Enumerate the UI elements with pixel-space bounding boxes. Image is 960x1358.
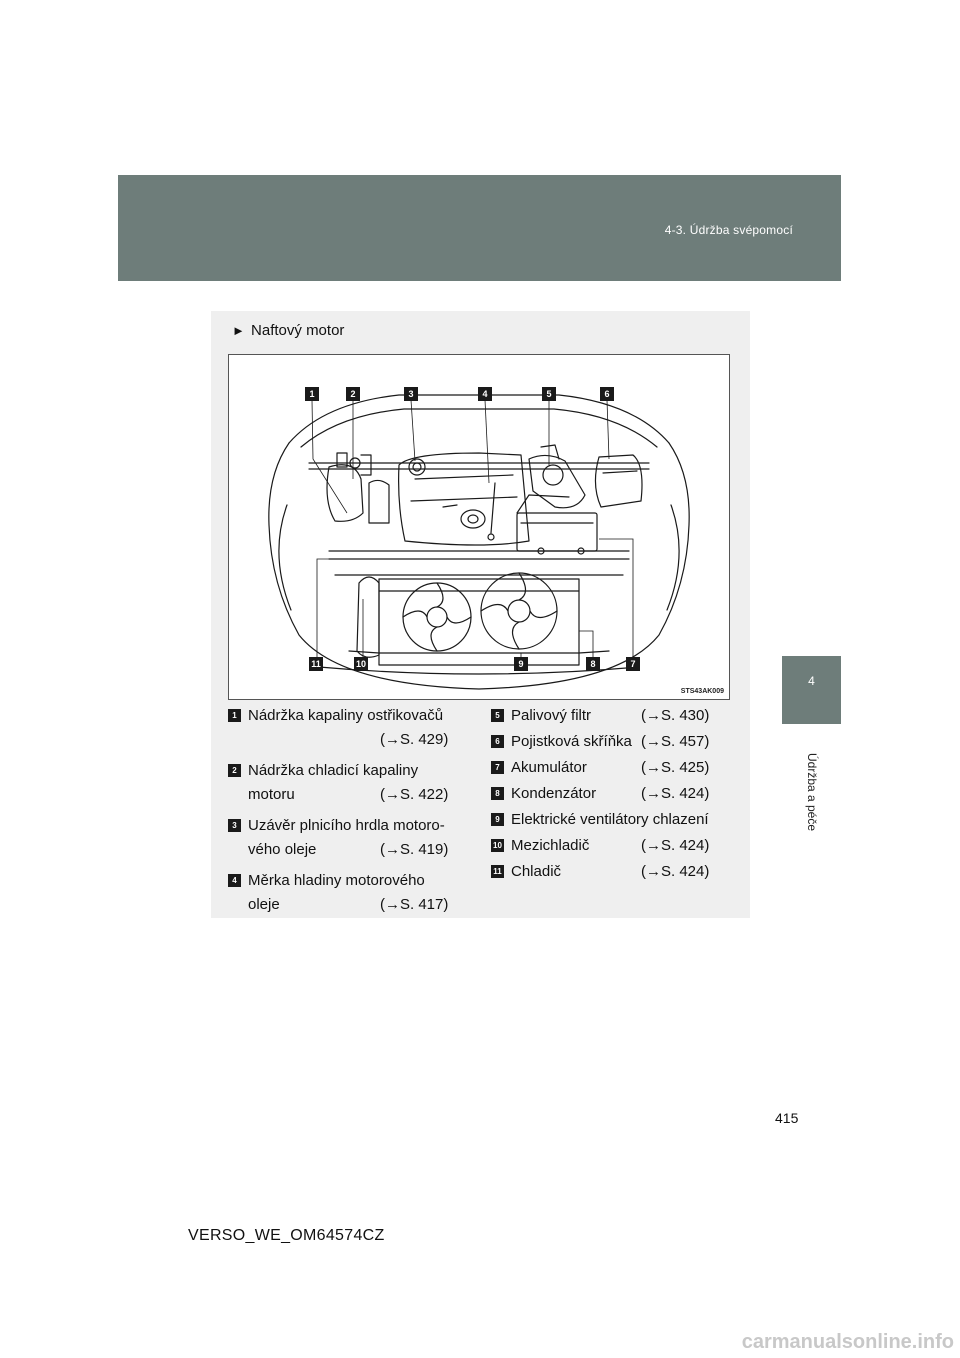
legend-item-10	[491, 834, 741, 858]
section-heading-text: Naftový motor	[251, 322, 345, 339]
legend-number: 5	[491, 709, 504, 722]
legend-label: Mezichladič	[511, 837, 590, 854]
legend-item-3	[228, 814, 478, 862]
legend-label: Měrka hladiny motorového	[248, 872, 425, 889]
legend-right	[491, 704, 741, 886]
legend-item-4	[228, 869, 478, 917]
legend-label: Elektrické ventilátory chlazení	[511, 811, 709, 828]
figure-callout-5: 5	[542, 387, 556, 401]
figure-callout-9: 9	[514, 657, 528, 671]
legend-ref: (→S. 419)	[380, 841, 449, 858]
legend-number: 2	[228, 764, 241, 777]
document-code: VERSO_WE_OM64574CZ	[188, 1227, 385, 1244]
legend-item-5	[491, 704, 741, 728]
legend-item-6	[491, 730, 741, 754]
engine-bay-figure	[228, 354, 730, 700]
legend-number: 1	[228, 709, 241, 722]
legend-ref: (→S. 430)	[641, 707, 710, 724]
legend-number: 10	[491, 839, 504, 852]
figure-callout-11: 11	[309, 657, 323, 671]
chapter-tab	[782, 656, 841, 724]
legend-label: Akumulátor	[511, 759, 587, 776]
legend-label-cont: vého oleje	[248, 841, 317, 858]
legend-number: 4	[228, 874, 241, 887]
legend-number: 8	[491, 787, 504, 800]
chapter-label: Údržba a péče	[805, 752, 819, 832]
legend-ref: (→S. 425)	[641, 759, 710, 776]
legend-number: 11	[491, 865, 504, 878]
legend-number: 3	[228, 819, 241, 832]
legend-number: 7	[491, 761, 504, 774]
section-title: 4-3. Údržba svépomocí	[664, 223, 793, 237]
legend-ref: (→S. 422)	[380, 786, 449, 803]
legend-ref: (→S. 424)	[641, 837, 710, 854]
legend-label-cont: motoru	[248, 786, 295, 803]
figure-code: STS43AK009	[680, 688, 724, 695]
legend-item-8	[491, 782, 741, 806]
watermark-link[interactable]: carmanualsonline.info	[741, 1331, 954, 1353]
legend-label: Nádržka chladicí kapaliny	[248, 762, 419, 779]
legend-item-9	[491, 808, 741, 832]
legend-label: Pojistková skříňka	[511, 733, 632, 750]
legend-item-1	[228, 704, 478, 752]
page-number: 415	[775, 1110, 799, 1126]
header-band	[118, 175, 841, 281]
figure-callout-10: 10	[355, 659, 366, 669]
legend-number: 6	[491, 735, 504, 748]
figure-callout-6: 6	[600, 387, 614, 401]
figure-callout-3: 3	[404, 387, 418, 401]
legend-ref: (→S. 457)	[641, 733, 710, 750]
legend-item-7	[491, 756, 741, 780]
legend-item-11	[491, 860, 741, 884]
legend-item-2	[228, 759, 478, 807]
section-heading	[232, 322, 344, 339]
figure-callout-8: 8	[586, 657, 600, 671]
legend-left	[228, 704, 478, 924]
legend-ref: (→S. 417)	[380, 896, 449, 913]
figure-callout-4: 4	[478, 387, 492, 401]
legend-label: Kondenzátor	[511, 785, 597, 802]
engine-bay-illustration	[229, 355, 729, 699]
triangle-marker-icon: ►	[232, 323, 245, 338]
legend-label-cont: oleje	[248, 896, 280, 913]
figure-callout-2: 2	[346, 387, 360, 401]
legend-ref: (→S. 429)	[380, 731, 449, 748]
legend-ref: (→S. 424)	[641, 785, 710, 802]
legend-label: Nádržka kapaliny ostřikovačů	[248, 707, 444, 724]
legend-ref: (→S. 424)	[641, 863, 710, 880]
figure-callout-7: 7	[626, 657, 640, 671]
legend-number: 9	[491, 813, 504, 826]
legend-label: Palivový filtr	[511, 707, 592, 724]
chapter-number: 4	[808, 674, 815, 688]
legend-label: Chladič	[511, 863, 562, 880]
legend-label: Uzávěr plnicího hrdla motoro-	[248, 817, 445, 834]
figure-callout-1: 1	[305, 387, 319, 401]
